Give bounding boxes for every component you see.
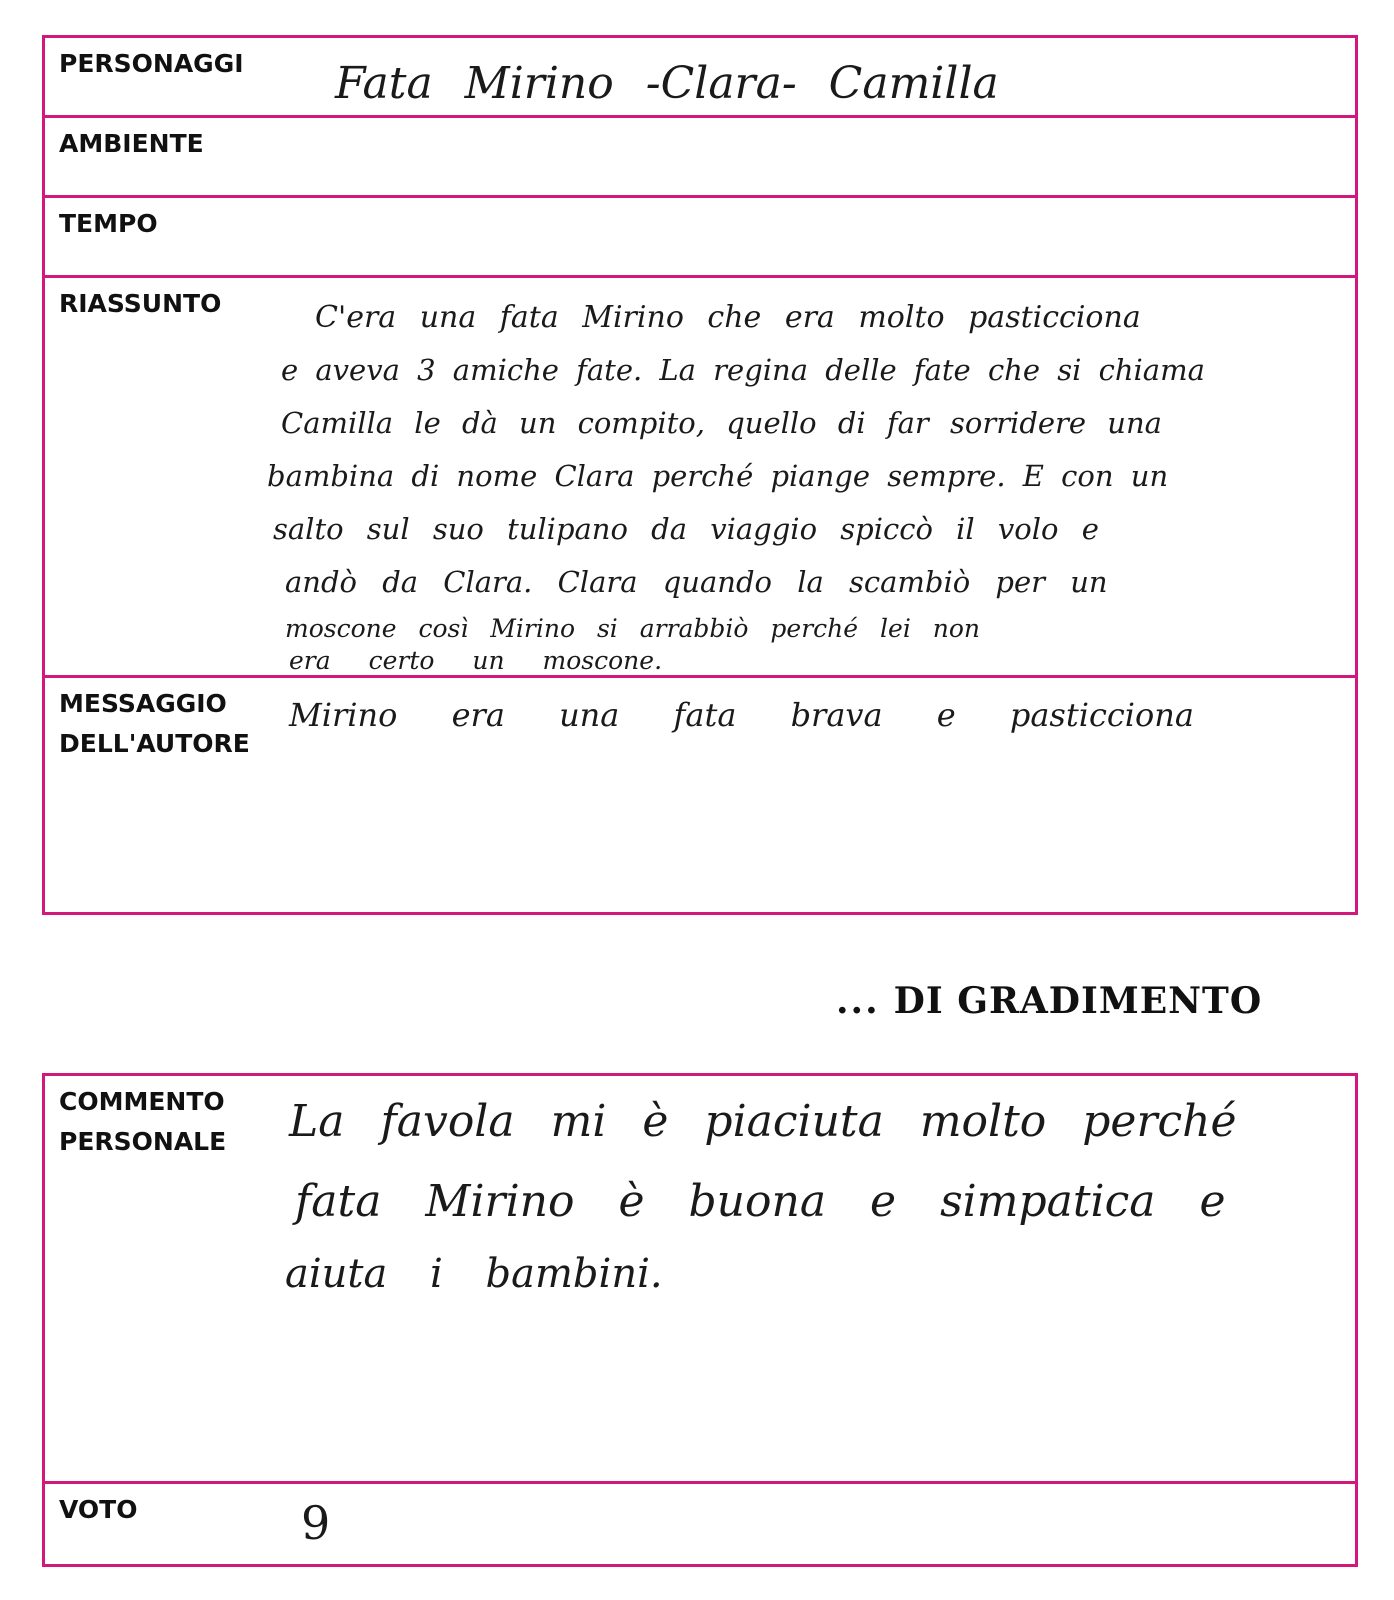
row-voto	[45, 1484, 1355, 1567]
riassunto-line: andò da Clara. Clara quando la scambiò per un	[285, 565, 1108, 599]
section-title-dots: ...	[836, 980, 880, 1022]
riassunto-line: e aveva 3 amiche fate. La regina delle fate che si chiama	[281, 353, 1205, 387]
commento-line: aiuta i bambini.	[285, 1251, 663, 1297]
riassunto-line: moscone così Mirino si arrabbiò perché lei non	[285, 614, 981, 643]
row-riassunto	[45, 278, 1355, 678]
label-riassunto: RIASSUNTO	[59, 289, 222, 318]
label-voto: VOTO	[59, 1495, 138, 1524]
handwriting-messaggio: Mirino era una fata brava e pasticciona	[289, 696, 1194, 734]
riassunto-line: C'era una fata Mirino che era molto pasticciona	[315, 300, 1141, 335]
commento-line: fata Mirino è buona e simpatica e	[295, 1176, 1226, 1227]
row-messaggio-autore	[45, 678, 1355, 915]
label-commento-personale: COMMENTO PERSONALE	[59, 1087, 227, 1156]
commento-line: La favola mi è piaciuta molto perché	[289, 1096, 1237, 1147]
label-tempo: TEMPO	[59, 209, 158, 238]
row-tempo	[45, 198, 1355, 278]
label-personaggi: PERSONAGGI	[59, 49, 244, 78]
bottom-table	[42, 1073, 1358, 1567]
label-messaggio-autore: MESSAGGIO DELL'AUTORE	[59, 689, 250, 758]
section-title	[836, 980, 1262, 1022]
handwriting-personaggi: Fata Mirino -Clara- Camilla	[335, 58, 999, 109]
top-table	[42, 35, 1358, 915]
riassunto-line: bambina di nome Clara perché piange sempre. E con un	[267, 459, 1169, 493]
handwriting-voto: 9	[301, 1496, 331, 1550]
riassunto-line: Camilla le dà un compito, quello di far sorridere una	[281, 406, 1162, 440]
label-ambiente: AMBIENTE	[59, 129, 204, 158]
riassunto-line: era certo un moscone.	[289, 646, 663, 675]
row-commento-personale	[45, 1076, 1355, 1484]
row-ambiente	[45, 118, 1355, 198]
riassunto-line: salto sul suo tulipano da viaggio spiccò il volo e	[273, 512, 1099, 546]
section-title-text: DI GRADIMENTO	[893, 980, 1263, 1022]
row-personaggi	[45, 38, 1355, 118]
